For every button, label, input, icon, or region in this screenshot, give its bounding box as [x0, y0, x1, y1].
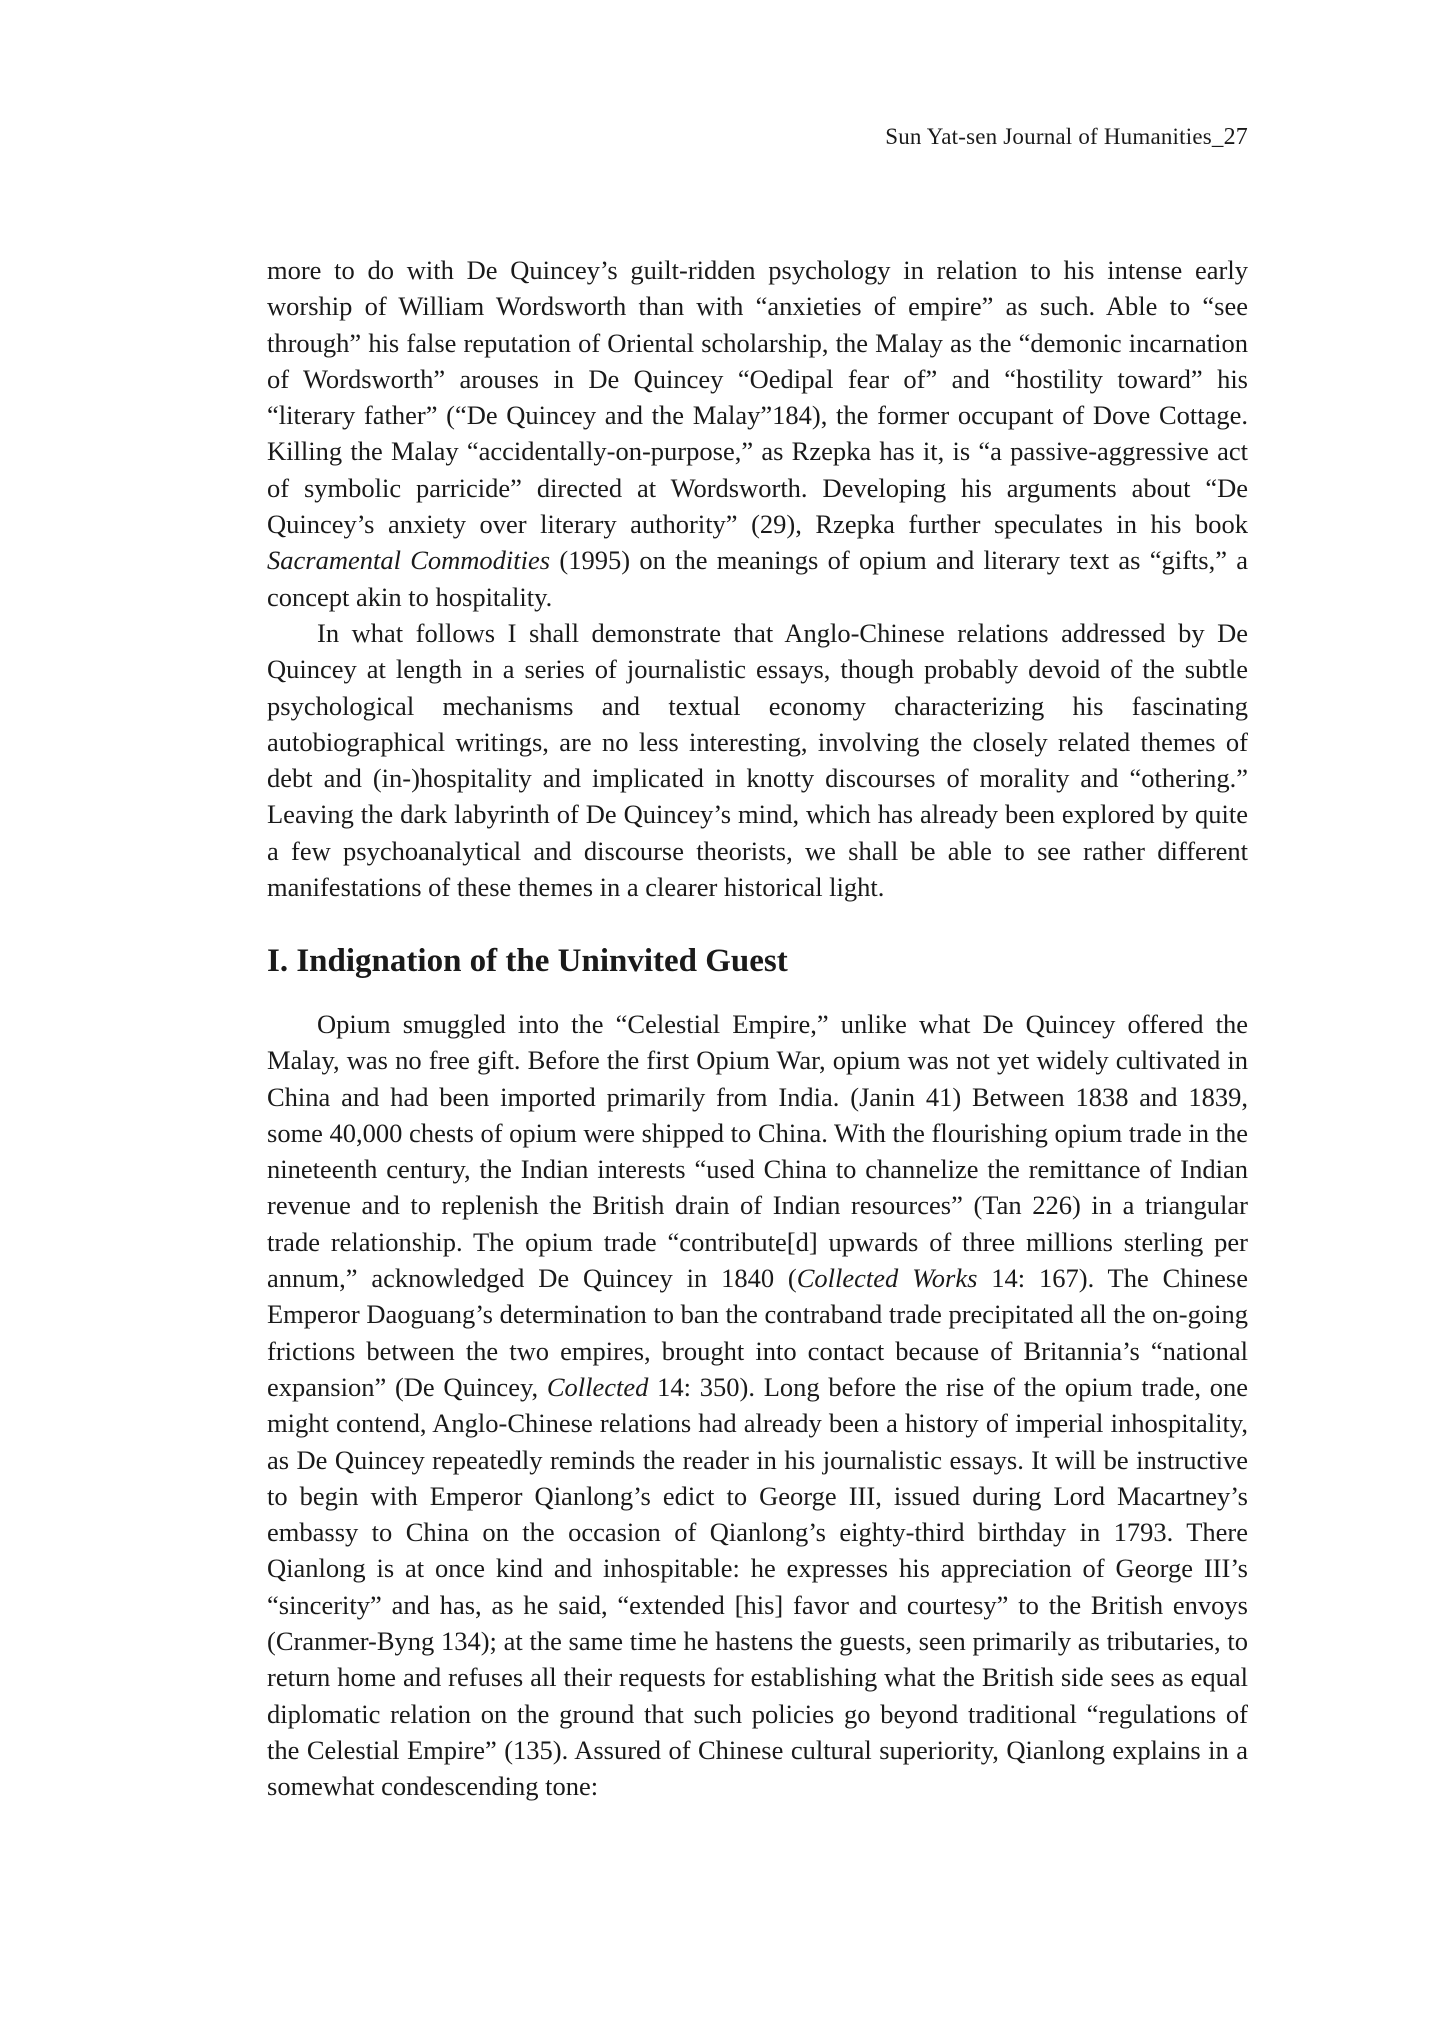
opening-paragraphs	[267, 252, 1248, 905]
section-heading: I. Indignation of the Uninvited Guest	[267, 943, 788, 979]
paragraph-3	[267, 1006, 1248, 1805]
paragraph-1-end: (1995) on the meanings of opium and literary text as “gifts,” a concept akin to hospitality.	[267, 545, 1249, 612]
paragraph-1	[267, 252, 1248, 615]
paragraph-1-text: more to do with De Quincey’s guilt-ridden psychology in relation to his intense early worship of William Wordsworth than with “anxieties of empire” as such. Able to “see through” his false reputation of Oriental scholarship, the Malay as the “demonic incarnation of Wordsworth” arouses in De Quincey “Oedipal fear of” and “hostility toward” his “literary father” (“De Quincey and the Malay”184), the former occupant of Dove Cottage. Killing the Malay “accidentally-on-purpose,” as Rzepka has it, is “a passive-aggressive act of symbolic parricide” directed at Wordsworth. Developing his arguments about “De Quincey’s anxiety over literary authority” (29), Rzepka further speculates in his book	[267, 255, 1248, 540]
paragraph-3-part-b: 14: 167). The Chinese Emperor Daoguang’s determination to ban the contraband trade precipitated all the on-going frictions between the two empires, brought into contact because of Britannia’s “national expansion” (De Quincey,	[267, 1263, 1248, 1402]
book-title-sacramental-commodities: Sacramental Commodities	[267, 545, 551, 576]
paragraph-3-part-a: Opium smuggled into the “Celestial Empire,” unlike what De Quincey offered the Malay, was no free gift. Before the first Opium War, opium was not yet widely cultivated in China and had been imported primarily from India. (Janin 41) Between 1838 and 1839, some 40,000 chests of opium were shipped to China. With the flourishing opium trade in the nineteenth century, the Indian interests “used China to channelize the remittance of Indian revenue and to replenish the British drain of Indian resources” (Tan 226) in a triangular trade relationship. The opium trade “contribute[d] upwards of three millions sterling per annum,” acknowledged De Quincey in 1840 (	[267, 1009, 1249, 1294]
section-body	[267, 1006, 1248, 1805]
citation-collected-works: Collected Works	[796, 1263, 978, 1294]
paragraph-3-part-c: 14: 350). Long before the rise of the opium trade, one might contend, Anglo-Chinese relations had already been a history of imperial inhospitality, as De Quincey repeatedly reminds the reader in his journalistic essays. It will be instructive to begin with Emperor Qianlong’s edict to George III, issued during Lord Macartney’s embassy to China on the occasion of Qianlong’s eighty-third birthday in 1793. There Qianlong is at once kind and inhospitable: he expresses his appreciation of George III’s “sincerity” and has, as he said, “extended [his] favor and courtesy” to the British envoys (Cranmer-Byng 134); at the same time he hastens the guests, seen primarily as tributaries, to return home and refuses all their requests for establishing what the British side sees as equal diplomatic relation on the ground that such policies go beyond traditional “regulations of the Celestial Empire” (135). Assured of Chinese cultural superiority, Qianlong explains in a somewhat condescending tone:	[267, 1371, 1248, 1802]
paragraph-2: In what follows I shall demonstrate that Anglo-Chinese relations addressed by De Quincey at length in a series of journalistic essays, though probably devoid of the subtle psychological mechanisms and textual economy characterizing his fascinating autobiographical writings, are no less interesting, involving the closely related themes of debt and (in-)hospitality and implicated in knotty discourses of morality and “othering.” Leaving the dark labyrinth of De Quincey’s mind, which has already been explored by quite a few psychoanalytical and discourse theorists, we shall be able to see rather different manifestations of these themes in a clearer historical light.	[267, 617, 1248, 903]
journal-title: Sun Yat-sen Journal of Humanities	[885, 124, 1212, 149]
header-separator: _	[1211, 124, 1224, 149]
running-header	[885, 124, 1248, 151]
page-number: 27	[1223, 124, 1248, 150]
citation-collected: Collected	[546, 1371, 649, 1402]
